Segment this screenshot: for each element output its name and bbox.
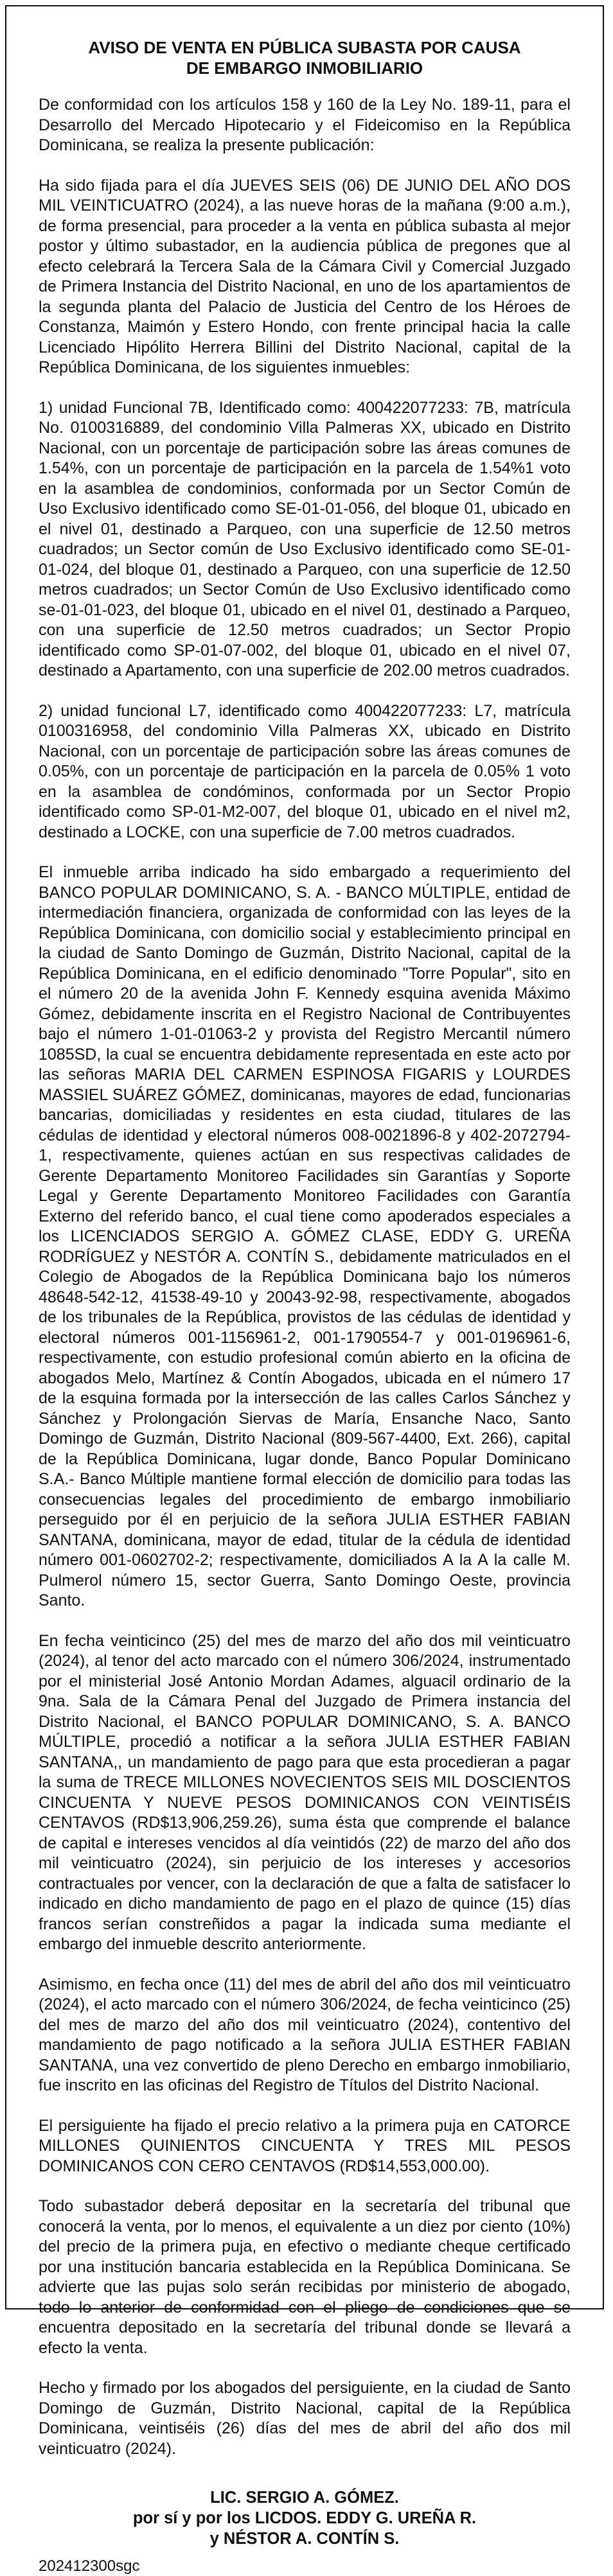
payment-order-paragraph: En fecha veinticinco (25) del mes de marzo del año dos mil veinticuatro (2024), al tenor del acto marcado con el número 306/2024, instrumentado por el ministerial José Antonio Mordan Adames, alguacil ordinario de la 9na. Sala de la Cámara Penal del Juzgado de Primera instancia del Distrito Nacional, el BANCO POPULAR DOMINICANO, S. A. BANCO MÚLTIPLE, procedió a notificar a la señora JULIA ESTHER FABIAN SANTANA,, un mandamiento de pago para que esta procedieran a pagar la suma de TRECE MILLONES NOVECIENTOS SEIS MIL DOSCIENTOS CINCUENTA Y NUEVE PESOS DOMINICANOS CON VEINTISÉIS CENTAVOS (RD$13,906,259.26), suma ésta que comprende el balance de capital e intereses vencidos al día veintidós (22) de marzo del año dos mil veinticuatro (2024), sin perjuicio de los intereses y accesorios contractuales por vencer, con la declaración de que a falta de satisfacer lo indicado en dicho mandamiento de pago en el plazo de quince (15) días francos serían constreñidos a pagar la indicada suma mediante el embargo del inmueble descrito anteriormente. [39, 1631, 571, 1953]
notice-title-line-1: AVISO DE VENTA EN PÚBLICA SUBASTA POR CAUSA [88, 38, 521, 57]
signature-line-3: y NÉSTOR A. CONTÍN S. [209, 2530, 400, 2548]
signature-line-2: por sí y por los LICDOS. EDDY G. UREÑA R. [132, 2509, 477, 2527]
auction-date-paragraph: Ha sido fijada para el día JUEVES SEIS (06) DE JUNIO DEL AÑO DOS MIL VEINTICUATRO (2024), a las nueve horas de la mañana (9:00 a.m.), de forma presencial, para proceder a la venta en pública subasta al mejor postor y último subastador, en la audiencia pública de pregones que al efecto celebrará la Tercera Sala de la Cámara Civil y Comercial Juzgado de Primera Instancia del Distrito Nacional, en uno de los apartamientos de la segunda planta del Palacio de Justicia del Centro de los Héroes de Constanza, Maimón y Estero Hondo, con frente principal hacia la calle Licenciado Hipólito Herrera Billini del Distrito Nacional, capital de la República Dominicana, de los siguientes inmuebles: [39, 176, 571, 376]
legal-notice [5, 5, 604, 2575]
property-1-paragraph: 1) unidad Funcional 7B, Identificado como: 400422077233: 7B, matrícula No. 0100316889, del condominio Villa Palmeras XX, ubicado en Distrito Nacional, con un porcentaje de participación sobre las áreas comunes de 1.54%, con un porcentaje de participación en la parcela de 1.54%1 voto en la asamblea de condominios, conformada por un Sector Común de Uso Exclusivo identificado como SE-01-01-056, del bloque 01, ubicado en el nivel 01, destinado a Parqueo, con una superficie de 12.50 metros cuadrados; un Sector común de Uso Exclusivo identificado como SE-01-01-024, del bloque 01, destinado a Parqueo, con una superficie de 12.50 metros cuadrados; un Sector Común de Uso Exclusivo identificado como se-01-01-023, del bloque 01, ubicado en el nivel 01, destinado a Parqueo, con una superficie de 12.50 metros cuadrados; un Sector Propio identificado como SP-01-07-002, del bloque 01, ubicado en el nivel 07, destinado a Apartamento, con una superficie de 202.00 metros cuadrados. [39, 398, 571, 679]
registration-paragraph: Asimismo, en fecha once (11) del mes de abril del año dos mil veinticuatro (2024), el acto marcado con el número 306/2024, de fecha veinticinco (25) del mes de marzo del año dos mil veinticuatro (2024), contentivo del mandamiento de pago notificado a la señora JULIA ESTHER FABIAN SANTANA, una vez convertido de pleno Derecho en embargo inmobiliario, fue inscrito en las oficinas del Registro de Títulos del Distrito Nacional. [39, 1975, 571, 2094]
signature-line-1: LIC. SERGIO A. GÓMEZ. [210, 2489, 399, 2507]
intro-paragraph: De conformidad con los artículos 158 y 160 de la Ley No. 189-11, para el Desarrollo del Mercado Hipotecario y el Fideicomiso en la República Dominicana, se realiza la presente publicación: [39, 96, 571, 154]
property-2-paragraph: 2) unidad funcional L7, identificado como 400422077233: L7, matrícula 0100316958, del condominio Villa Palmeras XX, ubicado en Distrito Nacional, con un porcentaje de participación sobre las áreas comunes de 0.05%, con un porcentaje de participación en la parcela de 0.05% 1 voto en la asamblea de condóminos, conformada por un Sector Propio identificado como SP-01-M2-007, del bloque 01, ubicado en el nivel m2, destinado a LOCKE, con una superficie de 7.00 metros cuadrados. [39, 701, 571, 841]
signature-block [39, 2487, 571, 2549]
deposit-requirement-paragraph: Todo subastador deberá depositar en la secretaría del tribunal que conocerá la venta, por lo menos, el equivalente a un diez por ciento (10%) del precio de la primera puja, en efectivo o mediante cheque certificado por una institución bancaria establecida en la República Dominicana. Se advierte que las pujas solo serán recibidas por ministerio de abogado, todo lo anterior de conformidad con el pliego de condiciones que se encuentra depositado en la secretaría del tribunal donde se llevará a efecto la venta. [39, 2197, 571, 2357]
creditor-paragraph: El inmueble arriba indicado ha sido embargado a requerimiento del BANCO POPULAR DOMINICANO, S. A. - BANCO MÚLTIPLE, entidad de intermediación financiera, organizada de conformidad con las leyes de la República Dominicana, con domicilio social y establecimiento principal en la ciudad de Santo Domingo de Guzmán, Distrito Nacional, capital de la República Dominicana, en el edificio denominado "Torre Popular", sito en el número 20 de la avenida John F. Kennedy esquina avenida Máximo Gómez, debidamente inscrita en el Registro Nacional de Contribuyentes bajo el número 1-01-01063-2 y provista del Registro Mercantil número 1085SD, la cual se encuentra debidamente representada en este acto por las señoras MARIA DEL CARMEN ESPINOSA FIGARIS y LOURDES MASSIEL SUÁREZ GÓMEZ, dominicanas, mayores de edad, funcionarias bancarias, domiciliadas y residentes en esta ciudad, titulares de las cédulas de identidad y electoral números 008-0021896-8 y 402-2072794-1, respectivamente, quienes actúan en sus respectivas calidades de Gerente Departamento Monitoreo Facilidades sin Garantías y Soporte Legal y Gerente Departamento Monitoreo Facilidades con Garantía Externo del referido banco, el cual tiene como apoderados especiales a los LICENCIADOS SERGIO A. GÓMEZ CLASE, EDDY G. UREÑA RODRÍGUEZ y NESTÓR A. CONTÍN S., debidamente matriculados en el Colegio de Abogados de la República Dominicana bajo los números 48648-542-12, 41538-49-10 y 20043-92-98, respectivamente, abogados de los tribunales de la República, provistos de las cédulas de identidad y electoral números 001-1156961-2, 001-1790554-7 y 001-0196961-6, respectivamente, con estudio profesional común abierto en la oficina de abogados Melo, Martínez & Contín Abogados, ubicada en el número 17 de la esquina formada por la intersección de las calles Carlos Sánchez y Sánchez y Prolongación Siervas de María, Ensanche Naco, Santo Domingo de Guzmán, Distrito Nacional (809-567-4400, Ext. 266), capital de la República Dominicana, lugar donde, Banco Popular Dominicano S.A.- Banco Múltiple mantiene formal elección de domicilio para todas las consecuencias legales del procedimiento de embargo inmobiliario perseguido por él en perjuicio de la señora JULIA ESTHER FABIAN SANTANA, dominicana, mayor de edad, titular de la cédula de identidad número 001-0602702-2; respectivamente, domiciliados A la A la calle M. Pulmerol número 15, sector Guerra, Santo Domingo Oeste, provincia Santo. [39, 863, 571, 1609]
starting-price-paragraph: El persiguiente ha fijado el precio relativo a la primera puja en CATORCE MILLONES QUINIENTOS CINCUENTA Y TRES MIL PESOS DOMINICANOS CON CERO CENTAVOS (RD$14,553,000.00). [39, 2116, 571, 2175]
signing-paragraph: Hecho y firmado por los abogados del persiguiente, en la ciudad de Santo Domingo de Guzmán, Distrito Nacional, capital de la República Dominicana, veintiséis (26) días del mes de abril del año dos mil veinticuatro (2024). [39, 2379, 571, 2458]
notice-title-line-2: DE EMBARGO INMOBILIARIO [186, 58, 423, 78]
notice-title [39, 37, 571, 78]
reference-code: 202412300sgc [39, 2557, 140, 2575]
